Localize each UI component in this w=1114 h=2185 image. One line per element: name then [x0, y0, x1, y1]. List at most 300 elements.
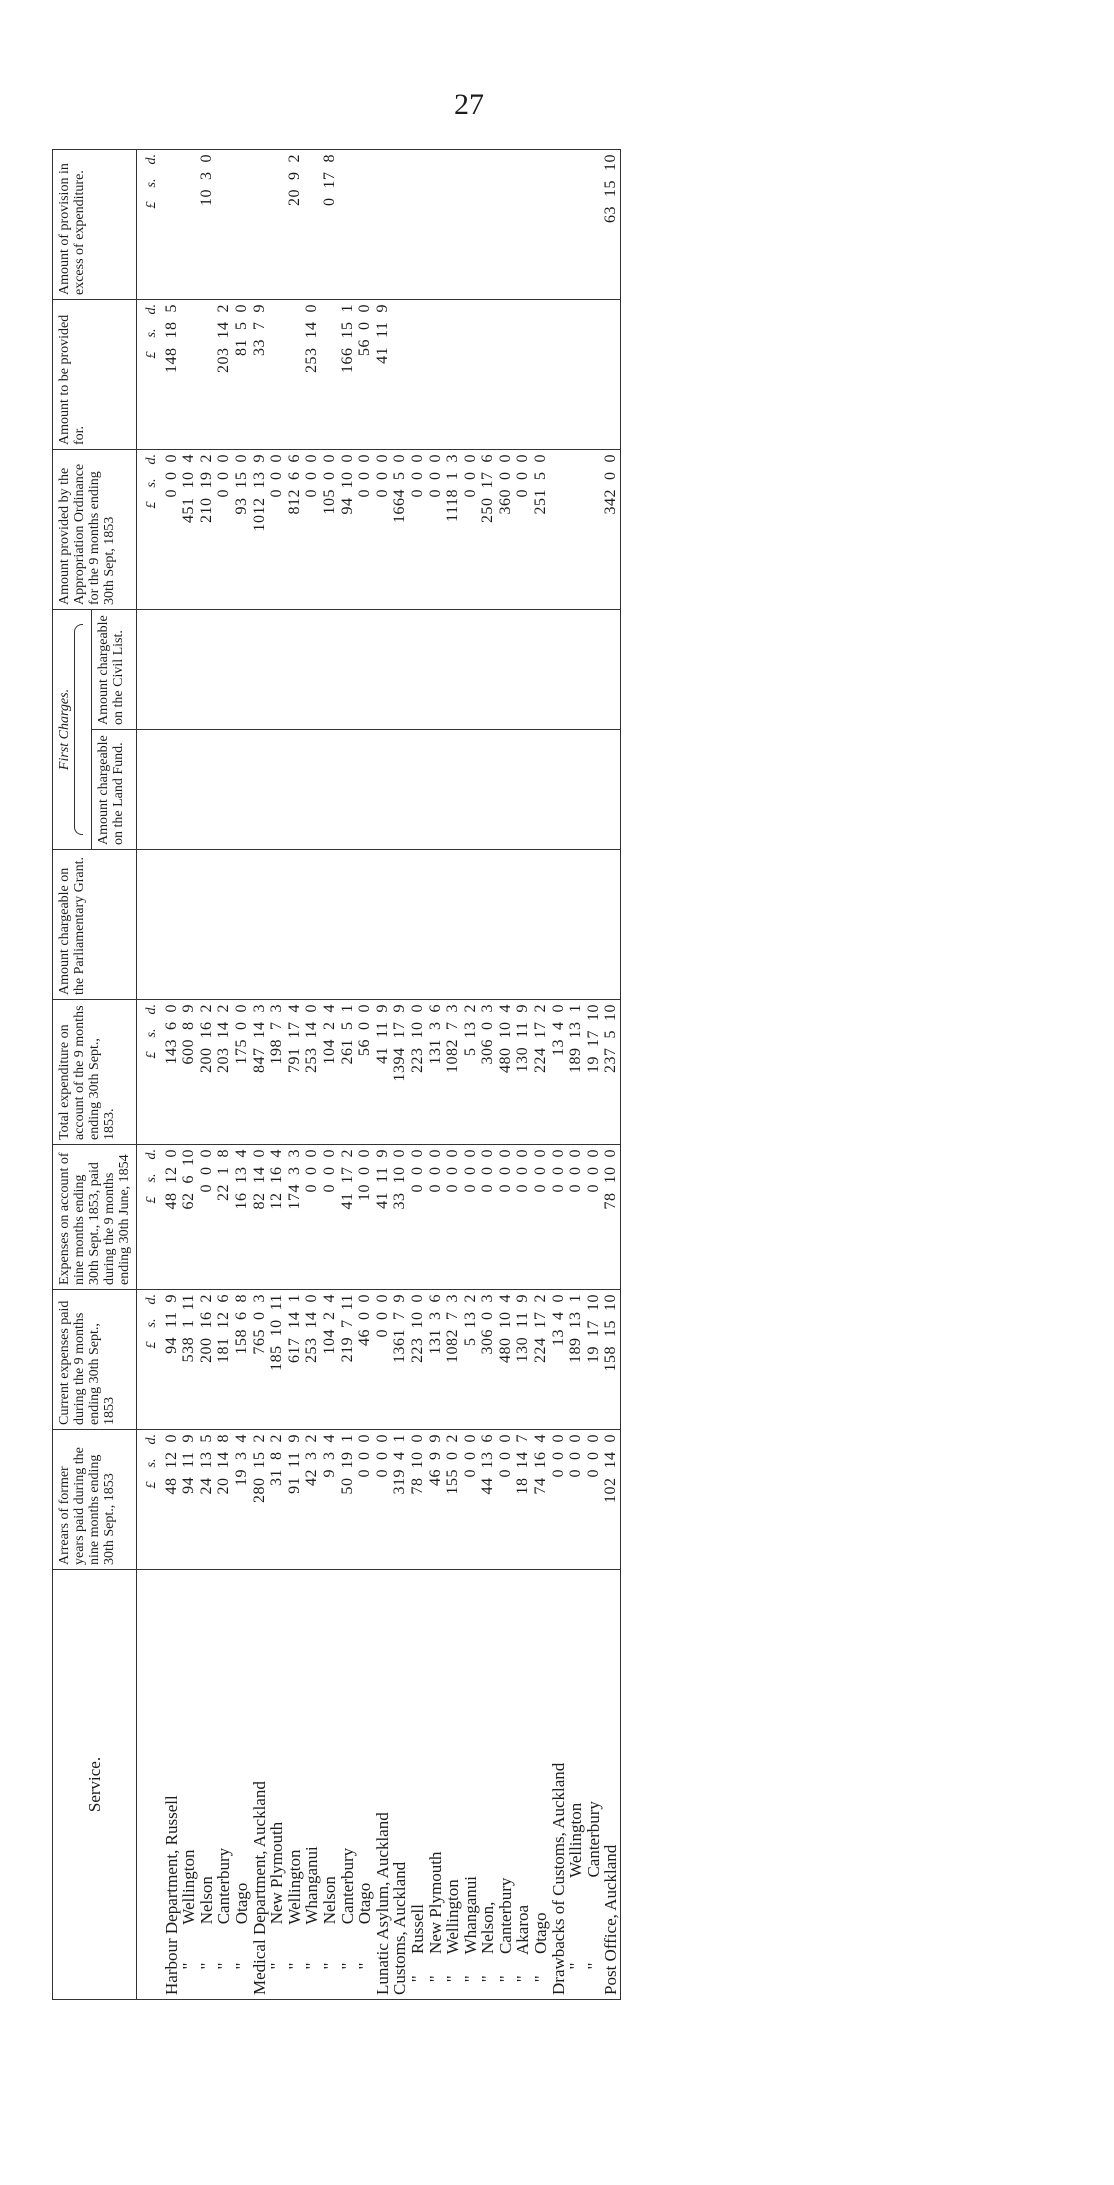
header-land-fund: Amount chargeable on the Land Fund.: [92, 730, 137, 850]
table-row: [550, 150, 568, 2000]
header-appropriation: Amount provided by the Appropriation Ordinance for the 9 months ending 30th Sept, 1853: [53, 450, 137, 610]
land-fund-cell: [356, 730, 374, 850]
service-cell: " Russell: [409, 1570, 427, 2000]
land-fund-cell: [514, 730, 532, 850]
expenses-cell: 0 0 0: [427, 1145, 445, 1290]
arrears-cell: 0 0 0: [550, 1430, 568, 1570]
parliamentary-cell: [215, 850, 233, 1000]
service-cell: " Canterbury: [339, 1570, 357, 2000]
appropriation-cell: 93 15 0: [233, 450, 251, 610]
to-be-provided-cell: [268, 300, 286, 450]
total-cell: 5 13 2: [462, 1000, 480, 1145]
total-cell: 130 11 9: [514, 1000, 532, 1145]
parliamentary-cell: [427, 850, 445, 1000]
land-fund-cell: [567, 730, 585, 850]
land-fund-cell: [532, 730, 550, 850]
expenses-cell: 0 0 0: [444, 1145, 462, 1290]
header-parliamentary: Amount chargeable on the Parliamentary Grant.: [53, 850, 137, 1000]
units-cell: £ s. d.: [137, 150, 163, 300]
civil-list-cell: [215, 610, 233, 730]
to-be-provided-cell: 148 18 5: [163, 300, 181, 450]
service-cell: " Otago: [532, 1570, 550, 2000]
land-fund-cell: [497, 730, 515, 850]
current-cell: 189 13 1: [567, 1290, 585, 1430]
header-current: Current expenses paid during the 9 months ending 30th Sept., 1853: [53, 1290, 137, 1430]
to-be-provided-cell: [286, 300, 304, 450]
civil-list-cell: [356, 610, 374, 730]
civil-list-cell: [514, 610, 532, 730]
service-cell: " Whanganui: [303, 1570, 321, 2000]
arrears-cell: 20 14 8: [215, 1430, 233, 1570]
civil-list-cell: [532, 610, 550, 730]
civil-list-cell: [374, 610, 392, 730]
excess-cell: [550, 150, 568, 300]
units-cell: £ s. d.: [137, 450, 163, 610]
total-cell: 175 0 0: [233, 1000, 251, 1145]
table-row: [514, 150, 532, 2000]
header-first-charges: [53, 610, 92, 850]
excess-cell: [567, 150, 585, 300]
total-cell: 237 5 10: [602, 1000, 620, 1145]
total-cell: 200 16 2: [198, 1000, 216, 1145]
table-row: [163, 150, 181, 2000]
arrears-cell: 9 3 4: [321, 1430, 339, 1570]
land-fund-cell: [391, 730, 409, 850]
current-cell: 617 14 1: [286, 1290, 304, 1430]
land-fund-cell: [409, 730, 427, 850]
first-charges-brace: [74, 624, 83, 835]
appropriation-cell: 0 0 0: [427, 450, 445, 610]
table-row: [391, 150, 409, 2000]
to-be-provided-cell: 41 11 9: [374, 300, 392, 450]
total-cell: 189 13 1: [567, 1000, 585, 1145]
appropriation-cell: [585, 450, 603, 610]
header-expenses-account: Expenses on account of nine months ending 30th Sept., 1853, paid during the 9 months ending 30th June, 1854: [53, 1145, 137, 1290]
appropriation-cell: 0 0 0: [514, 450, 532, 610]
expenses-cell: 0 0 0: [585, 1145, 603, 1290]
parliamentary-cell: [198, 850, 216, 1000]
table-row: [303, 150, 321, 2000]
current-cell: 158 6 8: [233, 1290, 251, 1430]
excess-cell: [251, 150, 269, 300]
expenses-cell: 10 0 0: [356, 1145, 374, 1290]
units-empty-cell: [137, 610, 163, 730]
expenses-cell: 82 14 0: [251, 1145, 269, 1290]
land-fund-cell: [268, 730, 286, 850]
units-cell: £ s. d.: [137, 1145, 163, 1290]
total-cell: 203 14 2: [215, 1000, 233, 1145]
excess-cell: 0 17 8: [321, 150, 339, 300]
parliamentary-cell: [479, 850, 497, 1000]
total-cell: 56 0 0: [356, 1000, 374, 1145]
civil-list-cell: [339, 610, 357, 730]
service-cell: " Otago: [233, 1570, 251, 2000]
first-charges-label: First Charges.: [57, 688, 72, 771]
arrears-cell: 91 11 9: [286, 1430, 304, 1570]
civil-list-cell: [444, 610, 462, 730]
parliamentary-cell: [585, 850, 603, 1000]
to-be-provided-cell: [479, 300, 497, 450]
civil-list-cell: [268, 610, 286, 730]
table-row: [180, 150, 198, 2000]
arrears-cell: 31 8 2: [268, 1430, 286, 1570]
current-cell: 131 3 6: [427, 1290, 445, 1430]
excess-cell: [356, 150, 374, 300]
expenses-cell: 12 16 4: [268, 1145, 286, 1290]
expenses-cell: 48 12 0: [163, 1145, 181, 1290]
total-cell: 198 7 3: [268, 1000, 286, 1145]
excess-cell: 63 15 10: [602, 150, 620, 300]
expenses-cell: 174 3 3: [286, 1145, 304, 1290]
arrears-cell: 94 11 9: [180, 1430, 198, 1570]
civil-list-cell: [303, 610, 321, 730]
table-row: [356, 150, 374, 2000]
appropriation-cell: 250 17 6: [479, 450, 497, 610]
total-cell: 600 8 9: [180, 1000, 198, 1145]
table-row: [497, 150, 515, 2000]
appropriation-cell: 342 0 0: [602, 450, 620, 610]
to-be-provided-cell: 33 7 9: [251, 300, 269, 450]
civil-list-cell: [479, 610, 497, 730]
table-row: [427, 150, 445, 2000]
parliamentary-cell: [339, 850, 357, 1000]
arrears-cell: 24 13 5: [198, 1430, 216, 1570]
service-cell: " Nelson: [198, 1570, 216, 2000]
service-cell: Customs, Auckland: [391, 1570, 409, 2000]
service-cell: " Akaroa: [514, 1570, 532, 2000]
excess-cell: [391, 150, 409, 300]
header-total: Total expenditure on account of the 9 months ending 30th Sept., 1853.: [53, 1000, 137, 1145]
civil-list-cell: [251, 610, 269, 730]
land-fund-cell: [233, 730, 251, 850]
header-to-be-provided: Amount to be provided for.: [53, 300, 137, 450]
table-row: [251, 150, 269, 2000]
total-cell: 224 17 2: [532, 1000, 550, 1145]
units-service-cell: [137, 1570, 163, 2000]
civil-list-cell: [409, 610, 427, 730]
excess-cell: [339, 150, 357, 300]
excess-cell: [462, 150, 480, 300]
land-fund-cell: [303, 730, 321, 850]
to-be-provided-cell: [567, 300, 585, 450]
excess-cell: [532, 150, 550, 300]
parliamentary-cell: [286, 850, 304, 1000]
appropriation-cell: 812 6 6: [286, 450, 304, 610]
arrears-cell: 44 13 6: [479, 1430, 497, 1570]
units-cell: £ s. d.: [137, 1430, 163, 1570]
parliamentary-cell: [251, 850, 269, 1000]
parliamentary-cell: [550, 850, 568, 1000]
table-row: [339, 150, 357, 2000]
expenses-cell: 0 0 0: [409, 1145, 427, 1290]
table-row: [286, 150, 304, 2000]
arrears-cell: 42 3 2: [303, 1430, 321, 1570]
units-empty-cell: [137, 850, 163, 1000]
land-fund-cell: [251, 730, 269, 850]
to-be-provided-cell: 81 5 0: [233, 300, 251, 450]
header-civil-list: Amount chargeable on the Civil List.: [92, 610, 137, 730]
excess-cell: [479, 150, 497, 300]
current-cell: 200 16 2: [198, 1290, 216, 1430]
table-row: [567, 150, 585, 2000]
excess-cell: [163, 150, 181, 300]
current-cell: 253 14 0: [303, 1290, 321, 1430]
units-cell: £ s. d.: [137, 300, 163, 450]
civil-list-cell: [550, 610, 568, 730]
units-empty-cell: [137, 730, 163, 850]
to-be-provided-cell: [462, 300, 480, 450]
current-cell: 1361 7 9: [391, 1290, 409, 1430]
current-cell: 19 17 10: [585, 1290, 603, 1430]
current-cell: 223 10 0: [409, 1290, 427, 1430]
appropriation-cell: [567, 450, 585, 610]
to-be-provided-cell: 203 14 2: [215, 300, 233, 450]
excess-cell: [180, 150, 198, 300]
service-cell: " Whanganui: [462, 1570, 480, 2000]
land-fund-cell: [215, 730, 233, 850]
current-cell: 480 10 4: [497, 1290, 515, 1430]
civil-list-cell: [286, 610, 304, 730]
table-row: [479, 150, 497, 2000]
appropriation-cell: 360 0 0: [497, 450, 515, 610]
expenses-cell: 0 0 0: [462, 1145, 480, 1290]
to-be-provided-cell: [409, 300, 427, 450]
excess-cell: [585, 150, 603, 300]
table-row: [409, 150, 427, 2000]
appropriation-cell: 0 0 0: [356, 450, 374, 610]
current-cell: 13 4 0: [550, 1290, 568, 1430]
excess-cell: [497, 150, 515, 300]
expenses-cell: 78 10 0: [602, 1145, 620, 1290]
arrears-cell: 18 14 7: [514, 1430, 532, 1570]
appropriation-cell: 94 10 0: [339, 450, 357, 610]
parliamentary-cell: [514, 850, 532, 1000]
table-row: [215, 150, 233, 2000]
to-be-provided-cell: 253 14 0: [303, 300, 321, 450]
arrears-cell: 19 3 4: [233, 1430, 251, 1570]
to-be-provided-cell: [602, 300, 620, 450]
to-be-provided-cell: [198, 300, 216, 450]
civil-list-cell: [391, 610, 409, 730]
expenses-cell: 0 0 0: [550, 1145, 568, 1290]
to-be-provided-cell: [427, 300, 445, 450]
arrears-cell: 0 0 0: [356, 1430, 374, 1570]
total-cell: 13 4 0: [550, 1000, 568, 1145]
to-be-provided-cell: [321, 300, 339, 450]
to-be-provided-cell: [514, 300, 532, 450]
service-cell: Lunatic Asylum, Auckland: [374, 1570, 392, 2000]
expenses-cell: 0 0 0: [514, 1145, 532, 1290]
appropriation-cell: 210 19 2: [198, 450, 216, 610]
table-row: [321, 150, 339, 2000]
expenses-cell: 22 1 8: [215, 1145, 233, 1290]
service-cell: Harbour Department, Russell: [163, 1570, 181, 2000]
service-cell: " Nelson,: [479, 1570, 497, 2000]
current-cell: 104 2 4: [321, 1290, 339, 1430]
service-cell: Drawbacks of Customs, Auckland: [550, 1570, 568, 2000]
units-row: [137, 150, 163, 2000]
expenses-cell: 41 17 2: [339, 1145, 357, 1290]
excess-cell: 10 3 0: [198, 150, 216, 300]
arrears-cell: 102 14 0: [602, 1430, 620, 1570]
to-be-provided-cell: [532, 300, 550, 450]
land-fund-cell: [585, 730, 603, 850]
service-cell: " Wellington: [286, 1570, 304, 2000]
parliamentary-cell: [356, 850, 374, 1000]
arrears-cell: 46 9 9: [427, 1430, 445, 1570]
total-cell: 253 14 0: [303, 1000, 321, 1145]
civil-list-cell: [497, 610, 515, 730]
excess-cell: [514, 150, 532, 300]
appropriation-cell: 105 0 0: [321, 450, 339, 610]
appropriation-cell: 0 0 0: [268, 450, 286, 610]
civil-list-cell: [180, 610, 198, 730]
header-arrears: Arrears of former years paid during the nine months ending 30th Sept., 1853: [53, 1430, 137, 1570]
units-cell: £ s. d.: [137, 1000, 163, 1145]
land-fund-cell: [180, 730, 198, 850]
land-fund-cell: [550, 730, 568, 850]
appropriation-cell: 451 10 4: [180, 450, 198, 610]
excess-cell: [233, 150, 251, 300]
appropriation-cell: 251 5 0: [532, 450, 550, 610]
arrears-cell: 78 10 0: [409, 1430, 427, 1570]
land-fund-cell: [321, 730, 339, 850]
units-cell: £ s. d.: [137, 1290, 163, 1430]
appropriation-cell: 0 0 0: [462, 450, 480, 610]
parliamentary-cell: [391, 850, 409, 1000]
civil-list-cell: [567, 610, 585, 730]
parliamentary-cell: [497, 850, 515, 1000]
excess-cell: [303, 150, 321, 300]
current-cell: 158 15 10: [602, 1290, 620, 1430]
appropriation-cell: 0 0 0: [374, 450, 392, 610]
table-row: [268, 150, 286, 2000]
appropriation-cell: 0 0 0: [409, 450, 427, 610]
land-fund-cell: [479, 730, 497, 850]
current-cell: 94 11 9: [163, 1290, 181, 1430]
appropriation-cell: 1118 1 3: [444, 450, 462, 610]
land-fund-cell: [374, 730, 392, 850]
service-cell: " Wellington: [567, 1570, 585, 2000]
land-fund-cell: [163, 730, 181, 850]
arrears-cell: 0 0 0: [497, 1430, 515, 1570]
appropriation-cell: 0 0 0: [163, 450, 181, 610]
header-service: Service.: [53, 1570, 137, 2000]
table-row: [602, 150, 620, 2000]
parliamentary-cell: [374, 850, 392, 1000]
current-cell: 181 12 6: [215, 1290, 233, 1430]
arrears-cell: 0 0 0: [585, 1430, 603, 1570]
service-cell: " Wellington: [444, 1570, 462, 2000]
parliamentary-cell: [602, 850, 620, 1000]
total-cell: 143 6 0: [163, 1000, 181, 1145]
appropriation-cell: 1664 5 0: [391, 450, 409, 610]
civil-list-cell: [602, 610, 620, 730]
header-row-top: [53, 150, 92, 2000]
appropriation-cell: [550, 450, 568, 610]
expenses-cell: 0 0 0: [198, 1145, 216, 1290]
parliamentary-cell: [163, 850, 181, 1000]
current-cell: 185 10 11: [268, 1290, 286, 1430]
expenses-cell: 0 0 0: [303, 1145, 321, 1290]
expenses-cell: 16 13 4: [233, 1145, 251, 1290]
current-cell: 538 1 11: [180, 1290, 198, 1430]
excess-cell: [444, 150, 462, 300]
current-cell: 46 0 0: [356, 1290, 374, 1430]
table-row: [198, 150, 216, 2000]
arrears-cell: 0 0 0: [567, 1430, 585, 1570]
expenses-cell: 0 0 0: [321, 1145, 339, 1290]
excess-cell: [409, 150, 427, 300]
arrears-cell: 50 19 1: [339, 1430, 357, 1570]
total-cell: 41 11 9: [374, 1000, 392, 1145]
expenses-cell: 41 11 9: [374, 1145, 392, 1290]
civil-list-cell: [427, 610, 445, 730]
appropriation-cell: 0 0 0: [215, 450, 233, 610]
land-fund-cell: [427, 730, 445, 850]
civil-list-cell: [585, 610, 603, 730]
parliamentary-cell: [321, 850, 339, 1000]
arrears-cell: 48 12 0: [163, 1430, 181, 1570]
civil-list-cell: [198, 610, 216, 730]
land-fund-cell: [286, 730, 304, 850]
table-row: [462, 150, 480, 2000]
parliamentary-cell: [462, 850, 480, 1000]
total-cell: 480 10 4: [497, 1000, 515, 1145]
arrears-cell: 280 15 2: [251, 1430, 269, 1570]
expenses-cell: 0 0 0: [497, 1145, 515, 1290]
expenses-cell: 0 0 0: [532, 1145, 550, 1290]
civil-list-cell: [321, 610, 339, 730]
arrears-cell: 155 0 2: [444, 1430, 462, 1570]
excess-cell: [215, 150, 233, 300]
civil-list-cell: [233, 610, 251, 730]
service-cell: Post Office, Auckland: [602, 1570, 620, 2000]
civil-list-cell: [462, 610, 480, 730]
to-be-provided-cell: [550, 300, 568, 450]
land-fund-cell: [444, 730, 462, 850]
appropriation-cell: 1012 13 9: [251, 450, 269, 610]
arrears-cell: 0 0 0: [374, 1430, 392, 1570]
current-cell: 224 17 2: [532, 1290, 550, 1430]
current-cell: 0 0 0: [374, 1290, 392, 1430]
table-row: [532, 150, 550, 2000]
total-cell: 104 2 4: [321, 1000, 339, 1145]
total-cell: 19 17 10: [585, 1000, 603, 1145]
table-row: [444, 150, 462, 2000]
total-cell: 1394 17 9: [391, 1000, 409, 1145]
land-fund-cell: [198, 730, 216, 850]
excess-cell: [268, 150, 286, 300]
total-cell: 306 0 3: [479, 1000, 497, 1145]
current-cell: 5 13 2: [462, 1290, 480, 1430]
service-cell: " Otago: [356, 1570, 374, 2000]
civil-list-cell: [163, 610, 181, 730]
total-cell: 261 5 1: [339, 1000, 357, 1145]
parliamentary-cell: [532, 850, 550, 1000]
expenditure-table: [52, 149, 621, 2000]
to-be-provided-cell: 166 15 1: [339, 300, 357, 450]
table-row: [585, 150, 603, 2000]
service-cell: " Canterbury: [497, 1570, 515, 2000]
to-be-provided-cell: 56 0 0: [356, 300, 374, 450]
land-fund-cell: [339, 730, 357, 850]
arrears-cell: 74 16 4: [532, 1430, 550, 1570]
total-cell: 1082 7 3: [444, 1000, 462, 1145]
to-be-provided-cell: [585, 300, 603, 450]
to-be-provided-cell: [180, 300, 198, 450]
service-cell: " New Plymouth: [268, 1570, 286, 2000]
